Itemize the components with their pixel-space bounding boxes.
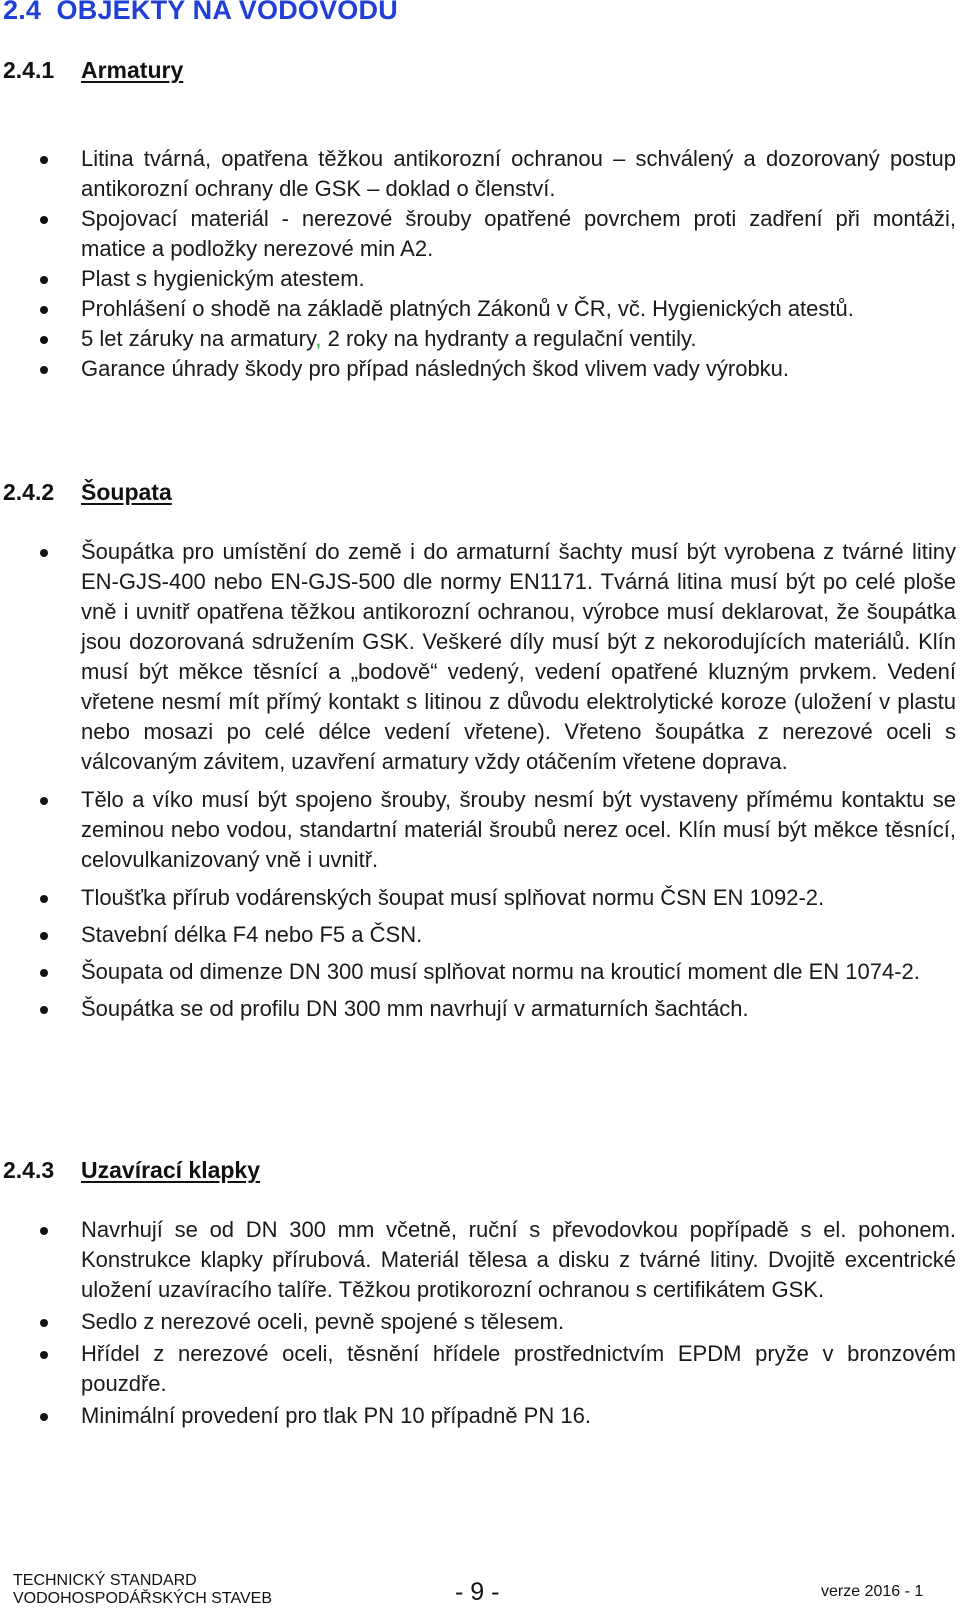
list-item xyxy=(0,264,956,294)
list-item xyxy=(0,1339,956,1399)
list-item xyxy=(0,294,956,324)
list-item-text: 5 let záruky na armatury xyxy=(81,326,316,351)
subsection-title: Uzavírací klapky xyxy=(81,1157,261,1183)
subsection-number: 2.4.1 xyxy=(3,57,55,83)
subsection-heading-soupata xyxy=(3,479,172,506)
bullet-icon xyxy=(40,1413,48,1421)
list-item xyxy=(0,1307,956,1337)
page-number: - 9 - xyxy=(455,1578,500,1606)
list-item-text: Šoupata od dimenze DN 300 musí splňovat normu na krouticí moment dle EN 1074-2. xyxy=(81,959,920,984)
subsection-heading-armatury xyxy=(3,57,183,84)
bullet-icon xyxy=(40,969,48,977)
version-label: verze 2016 - 1 xyxy=(821,1583,924,1600)
list-item xyxy=(0,144,956,204)
section-number: 2.4 xyxy=(3,0,42,25)
subsection-heading-klapky xyxy=(3,1157,260,1184)
subsection-number: 2.4.3 xyxy=(3,1157,55,1183)
section-title: OBJEKTY NA VODOVODU xyxy=(56,0,398,25)
list-item-text: Tělo a víko musí být spojeno šrouby, šrouby nesmí být vystaveny přímému kontaktu se zeminou nebo vodou, standartní materiál šroubů nerez ocel. Klín musí být měkce těsnící, celovulkanizovaný vně i uvnitř. xyxy=(81,787,956,872)
soupata-list xyxy=(0,537,960,1024)
footer-line: TECHNICKÝ STANDARD xyxy=(13,1572,197,1589)
list-item-text: Sedlo z nerezové oceli, pevně spojené s tělesem. xyxy=(81,1309,565,1334)
list-item-text: Navrhují se od DN 300 mm včetně, ruční s převodovkou popřípadě s el. pohonem. Konstrukce klapky přírubová. Materiál tělesa a disku z tvárné litiny. Dvojitě excentrické uložení uzavíracího talíře. Těžkou protikorozní ochranou s certifikátem GSK. xyxy=(81,1217,956,1302)
list-item xyxy=(0,957,956,987)
list-item xyxy=(0,204,956,264)
bullet-icon xyxy=(40,1227,48,1235)
list-item-text: 2 roky na hydranty a regulační ventily. xyxy=(321,326,697,351)
bullet-icon xyxy=(40,366,48,374)
list-item-text: Prohlášení o shodě na základě platných Zákonů v ČR, vč. Hygienických atestů. xyxy=(81,296,854,321)
list-item-text: Plast s hygienickým atestem. xyxy=(81,266,365,291)
list-item-text: Garance úhrady škody pro případ následných škod vlivem vady výrobku. xyxy=(81,356,790,381)
list-item xyxy=(0,920,956,950)
list-item-text: Minimální provedení pro tlak PN 10 případně PN 16. xyxy=(81,1403,591,1428)
subsection-title: Šoupata xyxy=(81,479,172,505)
subsection-number: 2.4.2 xyxy=(3,479,55,505)
list-item xyxy=(0,324,956,354)
list-item-text: Stavební délka F4 nebo F5 a ČSN. xyxy=(81,922,423,947)
list-item xyxy=(0,883,956,913)
list-item xyxy=(0,785,956,875)
bullet-icon xyxy=(40,156,48,164)
armatury-list xyxy=(0,144,960,384)
list-item xyxy=(0,1401,956,1431)
bullet-icon xyxy=(40,549,48,557)
klapky-list xyxy=(0,1215,960,1431)
bullet-icon xyxy=(40,336,48,344)
highlighted-comma: , xyxy=(315,326,322,351)
list-item xyxy=(0,354,956,384)
list-item-text: Hřídel z nerezové oceli, těsnění hřídele prostřednictvím EPDM pryže v bronzovém pouzdře. xyxy=(81,1341,956,1396)
list-item xyxy=(0,994,956,1024)
list-item xyxy=(0,537,956,777)
bullet-icon xyxy=(40,306,48,314)
list-item-text: Šoupátka pro umístění do země i do armaturní šachty musí být vyrobena z tvárné litiny EN-GJS-400 nebo EN-GJS-500 dle normy EN1171. Tvárná litina musí být po celé ploše vně i uvnitř opatřena těžkou antikorozní ochranou, výrobce musí deklarovat, že šoupátka jsou dozorovaná sdružením GSK. Veškeré díly musí být z nekorodujících materiálů. Klín musí být měkce těsnící a „bodově“ vedený, vedení opatřené kluzným prvkem. Vedení vřetene nesmí mít přímý kontakt s litinou z důvodu elektrolytické koroze (uložení v plastu nebo mosazi po celé délce vedení vřetene). Vřeteno šoupátka z nerezové oceli s válcovaným závitem, uzavření armatury vždy otáčením vřetene doprava. xyxy=(81,539,956,774)
footer-standard-title xyxy=(13,1572,272,1608)
bullet-icon xyxy=(40,895,48,903)
bullet-icon xyxy=(40,1006,48,1014)
bullet-icon xyxy=(40,276,48,284)
list-item-text: Tloušťka přírub vodárenských šoupat musí splňovat normu ČSN EN 1092-2. xyxy=(81,885,825,910)
bullet-icon xyxy=(40,797,48,805)
footer-line: VODOHOSPODÁŘSKÝCH STAVEB xyxy=(13,1590,273,1607)
section-heading xyxy=(3,0,398,26)
subsection-title: Armatury xyxy=(81,57,184,83)
list-item-text: Spojovací materiál - nerezové šrouby opatřené povrchem proti zadření při montáži, matice a podložky nerezové min A2. xyxy=(81,206,956,261)
bullet-icon xyxy=(40,1351,48,1359)
list-item-text: Litina tvárná, opatřena těžkou antikorozní ochranou – schválený a dozorovaný postup antikorozní ochrany dle GSK – doklad o členství. xyxy=(81,146,956,201)
bullet-icon xyxy=(40,932,48,940)
list-item-text: Šoupátka se od profilu DN 300 mm navrhují v armaturních šachtách. xyxy=(81,996,749,1021)
bullet-icon xyxy=(40,1319,48,1327)
bullet-icon xyxy=(40,216,48,224)
list-item xyxy=(0,1215,956,1305)
